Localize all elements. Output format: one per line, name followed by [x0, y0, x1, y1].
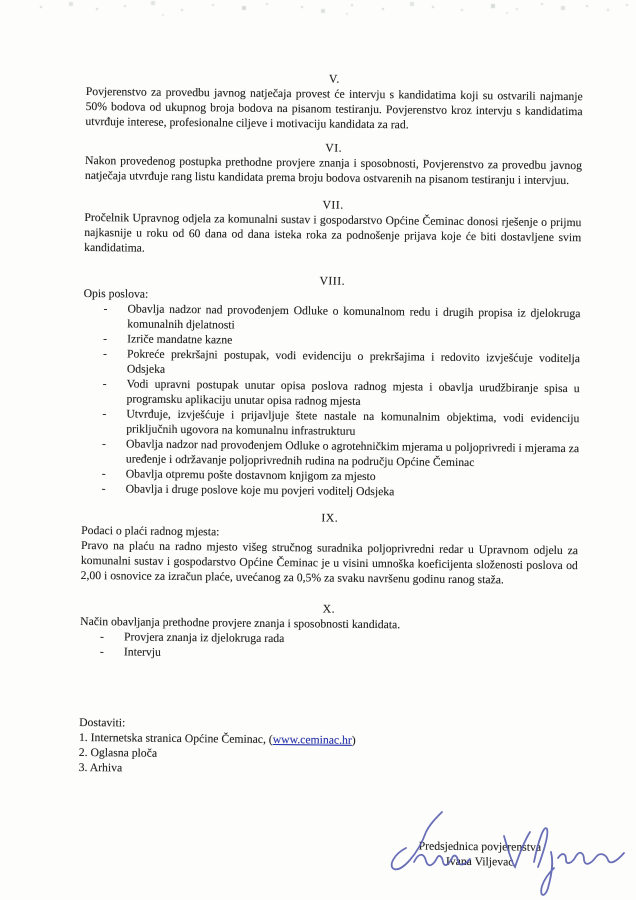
section-vii-paragraph: Pročelnik Upravnog odjela za komunalni sustav i gospodarstvo Općine Čeminac donosi rješenje o prijmu najkasnije u roku od 60 dana od dana isteka roka za podnošenje prijava koje će biti dostavljene svim kandidatima.: [84, 210, 582, 255]
dash-bullet: -: [99, 630, 105, 644]
list-item-text: Pokreće prekršajni postupak, vodi evidenciju o prekršajima i redovito izvješćuje voditelja Odsjeka: [126, 347, 581, 376]
dash-bullet: -: [102, 437, 107, 451]
list-item-text: Obavlja i druge poslove koje mu povjeri voditelj Odsjeka: [125, 482, 395, 499]
list-item-text: Izriče mandatne kazne: [127, 332, 233, 347]
section-heading-viii: VIII.: [319, 274, 346, 288]
distribution-item-suffix: ): [351, 733, 356, 747]
job-description-list: [82, 301, 581, 501]
dash-bullet: -: [101, 467, 106, 481]
list-item-text: Vodi upravni postupak unutar opisa poslova radnog mjesta i obavlja urudžbiranje spisa u programsku aplikaciju unutar opisa radnog mjesta: [126, 377, 580, 408]
dash-bullet: -: [99, 645, 104, 659]
list-item-text: Provjera znanja iz djelokruga rada: [123, 630, 285, 646]
dash-bullet: -: [102, 407, 107, 421]
dash-bullet: -: [102, 347, 107, 361]
distribution-label: Dostaviti:: [79, 715, 126, 730]
dash-bullet: -: [102, 377, 107, 391]
dash-bullet: -: [101, 482, 106, 496]
distribution-list: [79, 715, 577, 780]
salary-info-label: Podaci o plaći radnog mjesta:: [81, 523, 220, 539]
section-heading-vii: VII.: [322, 198, 344, 212]
distribution-item-archive: 3. Arhiva: [78, 760, 123, 775]
distribution-item-prefix: 1. Internetska stranica Općine Čeminac, (: [78, 730, 273, 746]
assessment-method-list: [80, 629, 577, 664]
section-heading-x: X.: [322, 602, 336, 616]
section-heading-v: V.: [328, 72, 340, 86]
dash-bullet: -: [103, 302, 108, 316]
section-v-paragraph: Povjerenstvo za provedbu javnog natječaja provest će intervju s kandidatima koji su ostvarili najmanje 50% bodova od ukupnog broja bodova na pisanom testiranju. Povjerenstvo kroz intervju s kandidatima utvrđuje interese, profesionalne ciljeve i motivaciju kandidata za rad.: [85, 84, 583, 132]
distribution-item-board: 2. Oglasna ploča: [78, 745, 158, 760]
section-vi-paragraph: Nakon provedenog postupka prethodne provjere znanja i sposobnosti, Povjerenstvo za provedbu javnog natječaja utvrđuje rang listu kandidata prema broju bodova ostvarenih na pisanom testiranju i intervjuu.: [84, 153, 583, 188]
signatory-title: Predsjednica povjerenstva: [418, 839, 542, 854]
section-ix-paragraph: Pravo na plaću na radno mjesto višeg stručnog suradnika poljoprivredni redar u Upravnom odjelu za komunalni sustav i gospodarstvo Općine Čeminac je u visini umnoška koeficijenta složenosti poslova od 2,00 i osnovice za izračun plaće, uvećanog za 0,5% za svaku navršenu godinu ranog staža.: [80, 538, 579, 587]
document-content: [78, 69, 583, 870]
section-heading-ix: IX.: [321, 511, 339, 525]
list-item-text: Intervju: [123, 645, 161, 659]
dash-bullet: -: [103, 332, 108, 346]
signatory-name: Ivana Viljevac: [445, 854, 514, 869]
list-item-text: Obavlja nadzor nad provođenjem Odluke o komunalnom redu i drugih propisa iz djelokruga komunalnih djelatnosti: [127, 302, 581, 332]
assessment-method-label: Način obavljanja prethodne provjere znanja i sposobnosti kandidata.: [80, 614, 401, 632]
list-item-text: Utvrđuje, izvješćuje i prijavljuje štete nastale na komunalnim objektima, vodi evidenciju priključnih ugovora na komunalnu infrastrukturu: [126, 407, 580, 438]
job-description-label: Opis poslova:: [83, 286, 149, 301]
ceminac-website-link[interactable]: www.ceminac.hr: [272, 732, 352, 747]
list-item-text: Obavlja nadzor nad provođenjem Odluke o agrotehničkim mjerama u poljoprivredi i mjerama za uređenje i održavanje poljoprivrednih rudina na području Općine Čeminac: [125, 437, 580, 470]
section-heading-vi: VI.: [325, 141, 343, 155]
handwritten-signature-icon: [386, 810, 630, 900]
list-item-text: Obavlja otpremu pošte dostavnom knjigom za mjesto: [125, 467, 376, 484]
scan-noise: [0, 0, 2, 2]
